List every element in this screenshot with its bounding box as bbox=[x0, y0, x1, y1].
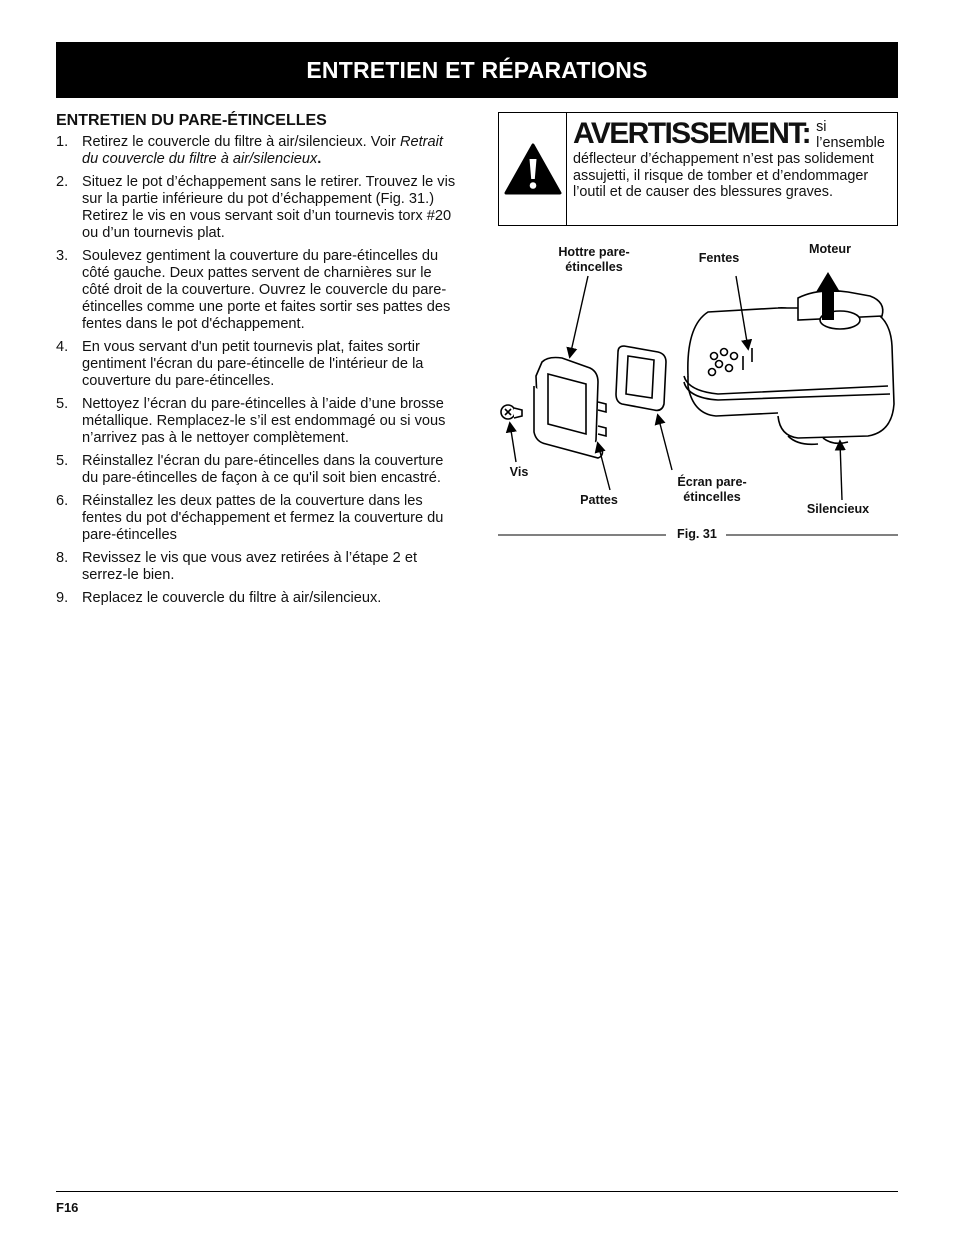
section-title: ENTRETIEN DU PARE-ÉTINCELLES bbox=[56, 112, 327, 129]
step-text bbox=[82, 590, 458, 607]
step-reference: Retrait du couvercle du filtre à air/silencieux bbox=[82, 134, 443, 167]
step-item bbox=[56, 339, 458, 390]
label-engine: Moteur bbox=[809, 242, 851, 256]
step-number: 2. bbox=[56, 174, 69, 190]
step-text bbox=[82, 493, 458, 544]
warning-body: déflecteur d’échappement n’est pas solidement assujetti, il risque de tomber et d’endommager l’outil et de causer des blessures graves. bbox=[573, 151, 874, 200]
warning-triangle-icon bbox=[503, 142, 563, 196]
step-text bbox=[82, 550, 458, 584]
step-text-body: Nettoyez l’écran du pare-étincelles à l’aide d’une brosse métallique. Remplacez-le s’il est endommagé ou si vous n’arrivez pas à le nettoyer complètement. bbox=[82, 396, 446, 446]
label-screen: Écran pare-étincelles bbox=[677, 475, 747, 504]
step-text-body: En vous servant d'un petit tournevis plat, faites sortir gentiment l'écran du pare-étincelle de l'intérieur de la couverture du pare-étincelles. bbox=[82, 339, 424, 389]
step-item bbox=[56, 248, 458, 333]
label-tabs: Pattes bbox=[580, 493, 618, 507]
step-text-body: Réinstallez l'écran du pare-étincelles dans la couverture du pare-étincelles de façon à ce qu'il soit bien encastré. bbox=[82, 453, 444, 486]
step-item bbox=[56, 396, 458, 447]
step-item bbox=[56, 453, 458, 487]
maintenance-instructions bbox=[56, 112, 458, 613]
warning-lead: si l’ensemble bbox=[816, 119, 885, 151]
warning-box bbox=[498, 112, 898, 226]
page-number: F16 bbox=[56, 1200, 79, 1215]
step-item bbox=[56, 493, 458, 544]
muffler-drawing bbox=[684, 291, 894, 444]
page-title: ENTRETIEN ET RÉPARATIONS bbox=[306, 56, 648, 83]
page-header bbox=[56, 42, 898, 98]
step-text-body: Réinstallez les deux pattes de la couverture dans les fentes du pot d'échappement et fermez la couverture du pare-étincelles bbox=[82, 493, 444, 543]
step-number: 9. bbox=[56, 590, 69, 606]
step-text bbox=[82, 396, 458, 447]
step-item bbox=[56, 550, 458, 584]
step-number: 3. bbox=[56, 248, 69, 264]
step-number: 1. bbox=[56, 134, 69, 150]
label-hood: Hottre pare-étincelles bbox=[558, 245, 630, 274]
step-number: 5. bbox=[56, 396, 69, 412]
screw-drawing bbox=[501, 405, 522, 419]
step-number: 4. bbox=[56, 339, 69, 355]
figure-31 bbox=[498, 236, 898, 546]
step-text bbox=[82, 174, 458, 242]
step-punctuation: . bbox=[317, 151, 322, 167]
step-text bbox=[82, 339, 458, 390]
step-number: 8. bbox=[56, 550, 69, 566]
step-number: 5. bbox=[56, 453, 69, 469]
warning-title: AVERTISSEMENT: bbox=[573, 117, 811, 150]
step-text-body: Retirez le couvercle du filtre à air/silencieux. Voir bbox=[82, 134, 400, 150]
warning-text bbox=[567, 113, 897, 225]
figure-caption: Fig. 31 bbox=[677, 527, 717, 541]
step-text bbox=[82, 248, 458, 333]
label-slots: Fentes bbox=[698, 251, 740, 265]
step-text-body: Soulevez gentiment la couverture du pare-étincelles du côté gauche. Deux pattes servent de charnières sur le côté droit de la couverture. Ouvrez le couvercle du pare-étincelles comme une porte et faites sortir ses pattes des fentes dans le pot d'échappement. bbox=[82, 248, 451, 332]
step-item bbox=[56, 174, 458, 242]
step-text bbox=[82, 134, 458, 168]
steps-list bbox=[56, 134, 458, 607]
step-text-body: Replacez le couvercle du filtre à air/silencieux. bbox=[82, 590, 382, 606]
label-screw: Vis bbox=[509, 465, 529, 479]
step-item bbox=[56, 134, 458, 168]
label-muffler: Silencieux bbox=[806, 502, 870, 516]
step-item bbox=[56, 590, 458, 607]
footer-rule bbox=[56, 1191, 898, 1192]
step-text-body: Situez le pot d’échappement sans le retirer. Trouvez le vis sur la partie inférieure du pot d’échappement (Fig. 31.) Retirez le vis en vous servant soit d’un tournevis torx #20 ou d’un tournevis plat. bbox=[82, 174, 456, 241]
step-text bbox=[82, 453, 458, 487]
hood-drawing bbox=[534, 358, 606, 459]
step-number: 6. bbox=[56, 493, 69, 509]
warning-icon-cell bbox=[499, 113, 567, 225]
step-text-body: Revissez le vis que vous avez retirées à l’étape 2 et serrez-le bien. bbox=[82, 550, 418, 583]
screen-drawing bbox=[616, 346, 666, 410]
